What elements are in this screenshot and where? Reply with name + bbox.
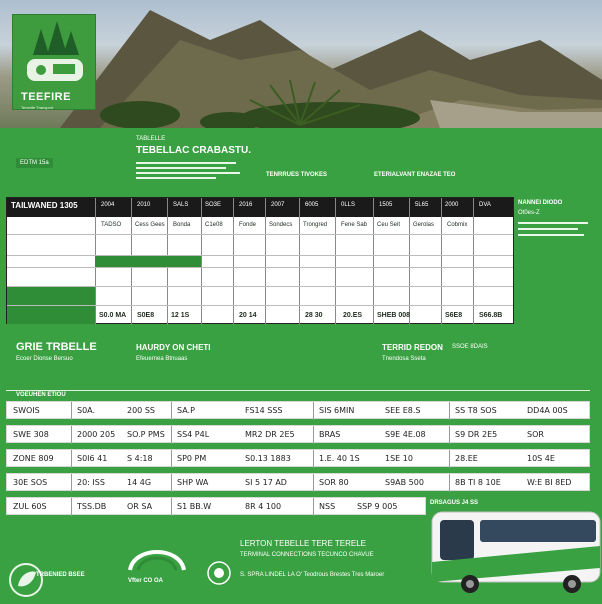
table-row: SWOIS S0A. 200 SS SA.P FS14 SSS SIS 6MIN SEE E8.S SS T8 SOS DD4A 00S: [6, 401, 590, 419]
col-header: 2000: [445, 202, 459, 208]
table2-left-header: VOEUHEN ETIOU: [16, 392, 66, 398]
subtitle-left: TENRRUES TIVOKES: [266, 172, 328, 178]
col-header: 1505: [379, 202, 393, 208]
cell: S0.0 MA: [99, 312, 127, 319]
page-title: TEBELLAC CRABASTU.: [136, 145, 251, 156]
side-text-lines: [518, 222, 592, 240]
tree-bus-icon: [13, 15, 97, 85]
section-right-title: TERRID REDON: [382, 343, 443, 352]
col-header: DVA: [479, 202, 491, 208]
cell: S66.8B: [479, 312, 503, 319]
col-header: 2007: [271, 202, 285, 208]
brand-tagline: Tenerife Transport: [21, 105, 54, 110]
cell: Sondecs: [269, 222, 293, 228]
timetable-title: TAILWANED 1305: [11, 201, 78, 210]
section-center-title: HAURDY ON CHETI: [136, 343, 211, 352]
footer-logo-text: Vfter CO OA: [128, 578, 164, 584]
cell: Fene Sab: [341, 222, 368, 228]
footer-center-sub: TERMINAL CONNECTIONS TECUNCO CHAVUE: [240, 552, 374, 558]
footer-center-title: LERTON TEBELLE TERE TERELE: [240, 539, 366, 548]
section-far-right: SSOE 8DAIS: [452, 344, 488, 350]
cell: SHEB 008: [377, 312, 411, 319]
cell: C1e08: [205, 222, 223, 228]
col-header: 2004: [101, 202, 115, 208]
cell: TADSO: [101, 222, 122, 228]
footer-center-line: S. SPRA LINDEL LA O' Teodrous Brestes Tres Maroer: [240, 572, 385, 578]
cell: 28 30: [305, 312, 323, 319]
arc-logo-icon: [124, 540, 190, 576]
col-header: 2016: [239, 202, 253, 208]
highlight-row: [95, 255, 201, 267]
col-header: 2010: [137, 202, 151, 208]
cell: Cess Gees: [135, 222, 165, 228]
section-center-sub: Efeuernea Btnuaas: [136, 356, 188, 362]
cell: Cobmix: [447, 222, 468, 228]
subtitle-right: ETERIALVANT ENAZAE TEO: [374, 172, 456, 178]
cell: S6E8: [445, 312, 463, 319]
cell: Fonde: [239, 222, 257, 228]
cell: 20.ES: [343, 312, 363, 319]
hero-photo: [0, 0, 602, 128]
bus-image: [426, 506, 602, 596]
seal-icon: [206, 560, 232, 586]
header-badge: EDTM 15a: [16, 158, 53, 168]
cell: Ceu Seit: [377, 222, 401, 228]
header-text-lines: [136, 162, 246, 184]
cell: Bonda: [173, 222, 191, 228]
table-row: 30E SOS 20: ISS 14 4G SHP WA SI 5 17 AD SOR 80 S9AB 500 8B TI 8 10E W:E BI 8ED: [6, 473, 590, 491]
col-header: 6005: [305, 202, 319, 208]
timetable-header-row: [7, 198, 513, 217]
col-header: SALS: [173, 202, 189, 208]
col-header: 0LLS: [341, 202, 356, 208]
leaf-emblem-icon: [6, 560, 46, 600]
footer-left-title: TRBENIED BSEE: [36, 572, 85, 578]
table-row: ZUL 60S TSS.DB OR SA S1 BB.W 8R 4 100 NSS SSP 9 005: [6, 497, 426, 515]
table-row: SWE 308 2000 205 SO.P PMS SS4 P4L MR2 DR 2E5 BRAS S9E 4E.08 S9 DR 2E5 SOR: [6, 425, 590, 443]
cell: S0E8: [137, 312, 155, 319]
col-header: SO3E: [205, 202, 222, 208]
brand-name: TEEFIRE: [21, 91, 71, 103]
table-row: ZONE 809 S0I6 41 S 4:18 SP0 PM S0.13 1883 1.E. 40 1S 1SE 10 28.EE 10S 4E: [6, 449, 590, 467]
table2-extra: DRSAGUS J4 SS: [430, 500, 479, 506]
brand-logo[interactable]: [12, 14, 96, 110]
header-small-title: TABLELLE: [136, 136, 166, 142]
section-left-sub: Ecoer Dionse Bersuo: [16, 356, 73, 362]
cell: 12 1S: [171, 312, 190, 319]
timetable-secondary: [6, 401, 590, 519]
side-subtitle: Ot0es-Z: [518, 210, 540, 216]
cell: Trongred: [303, 222, 328, 228]
side-title: NANNEI DIODO: [518, 200, 563, 206]
col-header: 5L65: [415, 202, 429, 208]
timetable-main: [6, 197, 514, 324]
cell: 20 14: [239, 312, 257, 319]
cell: Gerolas: [413, 222, 435, 228]
section-right-sub: Tnendosa Sseta: [382, 356, 426, 362]
section-left-title: GRIE TRBELLE: [16, 341, 97, 353]
